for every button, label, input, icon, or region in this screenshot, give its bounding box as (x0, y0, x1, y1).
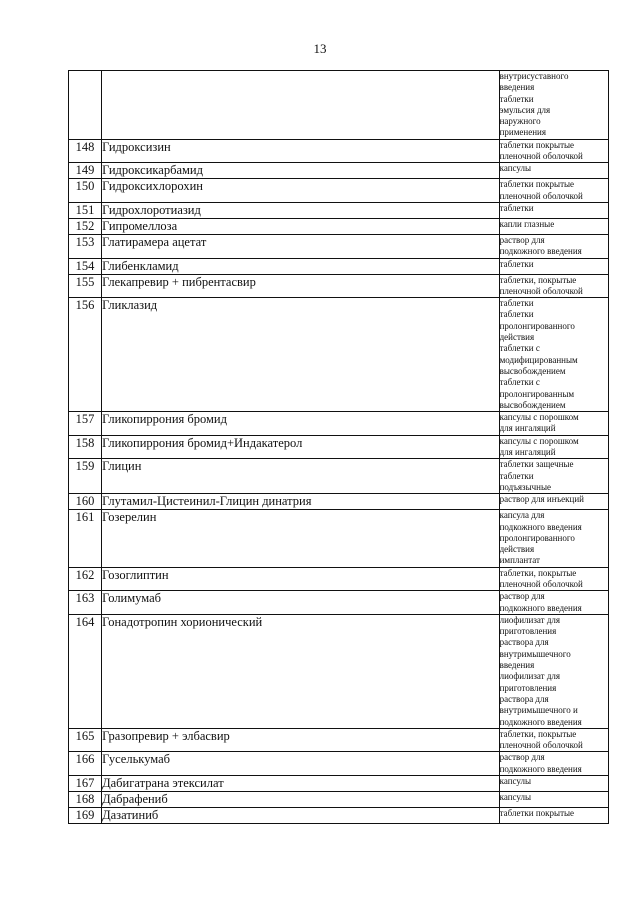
row-number: 168 (69, 792, 102, 808)
dosage-form-line: пленочной оболочкой (499, 151, 583, 162)
drug-name: Гликлазид (102, 298, 499, 412)
row-number (69, 71, 102, 140)
dosage-form-line: введения (499, 660, 535, 671)
dosage-form-line: пленочной оболочкой (499, 285, 583, 296)
dosage-form-line: внутримышечного (499, 648, 571, 659)
row-number: 150 (69, 179, 102, 203)
dosage-form-line: пролонгированного (499, 320, 575, 331)
dosage-forms (499, 202, 608, 218)
dosage-form-line: подкожного введения (499, 602, 582, 613)
table-row (69, 591, 609, 615)
row-number: 162 (69, 567, 102, 591)
dosage-form-line: раствор для инъекций (499, 494, 585, 505)
drug-name: Гидроксихлорохин (102, 179, 499, 203)
dosage-form-line: подкожного введения (499, 521, 582, 532)
row-number: 152 (69, 218, 102, 234)
dosage-form-line: высвобождением (499, 365, 566, 376)
dosage-form-line: раствор для (499, 234, 545, 245)
table-row (69, 163, 609, 179)
dosage-form-line: подкожного введения (499, 763, 582, 774)
dosage-form-line: таблетки покрытые (499, 808, 575, 819)
drug-name: Гидрохлоротиазид (102, 202, 499, 218)
table-row (69, 435, 609, 459)
drug-name: Дабрафениб (102, 792, 499, 808)
table-row (69, 234, 609, 258)
dosage-form-line: внутрисуставного (499, 71, 569, 81)
dosage-forms (499, 139, 608, 163)
dosage-forms (499, 591, 608, 615)
table-row (69, 298, 609, 412)
dosage-form-line: раствор для (499, 591, 545, 602)
table-row (69, 274, 609, 298)
dosage-form-line: таблетки защечные (499, 459, 574, 470)
dosage-form-line: для ингаляций (499, 447, 556, 458)
drug-name: Гразопревир + элбасвир (102, 728, 499, 752)
drug-name: Дабигатрана этексилат (102, 776, 499, 792)
row-number: 149 (69, 163, 102, 179)
table-row (69, 179, 609, 203)
row-number: 153 (69, 234, 102, 258)
dosage-forms (499, 614, 608, 728)
dosage-form-line: раствора для (499, 637, 549, 648)
dosage-form-line: раствор для (499, 752, 545, 763)
drug-table (68, 70, 609, 824)
drug-name: Гипромеллоза (102, 218, 499, 234)
drug-name: Гликопиррония бромид (102, 412, 499, 436)
table-row (69, 510, 609, 567)
row-number: 161 (69, 510, 102, 567)
table-row (69, 776, 609, 792)
table-row (69, 494, 609, 510)
table-row (69, 218, 609, 234)
dosage-form-line: применения (499, 127, 546, 138)
dosage-forms (499, 494, 608, 510)
dosage-form-line: капсулы (499, 776, 532, 787)
drug-name: Гозоглиптин (102, 567, 499, 591)
row-number: 163 (69, 591, 102, 615)
row-number: 148 (69, 139, 102, 163)
dosage-form-line: таблетки с (499, 343, 540, 354)
drug-name: Гликопиррония бромид+Индакатерол (102, 435, 499, 459)
dosage-forms (499, 808, 608, 824)
dosage-form-line: пролонгированным (499, 388, 575, 399)
table-row (69, 792, 609, 808)
dosage-form-line: действия (499, 332, 535, 343)
dosage-form-line: таблетки, покрытые (499, 728, 577, 739)
dosage-forms (499, 459, 608, 494)
dosage-forms (499, 510, 608, 567)
dosage-form-line: для ингаляций (499, 423, 556, 434)
row-number: 154 (69, 258, 102, 274)
dosage-forms (499, 218, 608, 234)
dosage-form-line: таблетки (499, 298, 534, 309)
dosage-form-line: таблетки (499, 470, 534, 481)
dosage-form-line: таблетки (499, 202, 534, 213)
row-number: 156 (69, 298, 102, 412)
dosage-forms (499, 412, 608, 436)
dosage-form-line: лиофилизат для (499, 671, 561, 682)
dosage-form-line: раствора для (499, 693, 549, 704)
dosage-form-line: таблетки с (499, 377, 540, 388)
drug-name: Гуселькумаб (102, 752, 499, 776)
dosage-forms (499, 298, 608, 412)
drug-name: Гидроксикарбамид (102, 163, 499, 179)
row-number: 157 (69, 412, 102, 436)
dosage-form-line: внутримышечного и (499, 705, 578, 716)
dosage-forms (499, 776, 608, 792)
dosage-forms (499, 163, 608, 179)
dosage-forms (499, 274, 608, 298)
drug-name: Глибенкламид (102, 258, 499, 274)
dosage-form-line: капсула для (499, 510, 545, 521)
dosage-form-line: капсулы (499, 792, 532, 803)
row-number: 155 (69, 274, 102, 298)
dosage-forms (499, 792, 608, 808)
drug-name: Глицин (102, 459, 499, 494)
dosage-form-line: имплантат (499, 555, 540, 566)
dosage-form-line: капли глазные (499, 218, 555, 229)
drug-name (102, 71, 499, 140)
dosage-forms (499, 179, 608, 203)
dosage-form-line: таблетки (499, 258, 534, 269)
row-number: 160 (69, 494, 102, 510)
dosage-forms (499, 728, 608, 752)
dosage-form-line: приготовления (499, 682, 557, 693)
dosage-forms (499, 71, 608, 140)
table-row (69, 752, 609, 776)
row-number: 164 (69, 614, 102, 728)
drug-name: Гозерелин (102, 510, 499, 567)
drug-name: Глатирамера ацетат (102, 234, 499, 258)
table-row (69, 459, 609, 494)
dosage-form-line: таблетки, покрытые (499, 567, 577, 578)
drug-name: Голимумаб (102, 591, 499, 615)
table-row (69, 71, 609, 140)
table-row (69, 202, 609, 218)
row-number: 158 (69, 435, 102, 459)
dosage-form-line: подъязычные (499, 481, 551, 492)
drug-table-body (69, 71, 609, 824)
dosage-form-line: приготовления (499, 626, 557, 637)
row-number: 166 (69, 752, 102, 776)
table-row (69, 567, 609, 591)
table-row (69, 258, 609, 274)
dosage-form-line: введения (499, 82, 535, 93)
dosage-form-line: таблетки покрытые (499, 179, 575, 190)
dosage-form-line: капсулы с порошком (499, 435, 579, 446)
dosage-form-line: таблетки покрытые (499, 139, 575, 150)
table-row (69, 412, 609, 436)
dosage-form-line: таблетки (499, 309, 534, 320)
page-number: 13 (313, 41, 327, 56)
dosage-form-line: пролонгированного (499, 532, 575, 543)
dosage-form-line: пленочной оболочкой (499, 578, 583, 589)
drug-name: Дазатиниб (102, 808, 499, 824)
row-number: 159 (69, 459, 102, 494)
dosage-form-line: подкожного введения (499, 246, 582, 257)
dosage-form-line: наружного (499, 116, 541, 127)
row-number: 165 (69, 728, 102, 752)
dosage-form-line: эмульсия для (499, 104, 551, 115)
dosage-form-line: капсулы (499, 163, 532, 174)
table-row (69, 139, 609, 163)
drug-name: Глутамил-Цистеинил-Глицин динатрия (102, 494, 499, 510)
dosage-forms (499, 752, 608, 776)
dosage-form-line: таблетки (499, 93, 534, 104)
dosage-forms (499, 435, 608, 459)
dosage-form-line: пленочной оболочкой (499, 740, 583, 751)
row-number: 167 (69, 776, 102, 792)
dosage-form-line: подкожного введения (499, 716, 582, 727)
row-number: 169 (69, 808, 102, 824)
dosage-forms (499, 258, 608, 274)
table-row (69, 614, 609, 728)
dosage-form-line: высвобождением (499, 399, 566, 410)
dosage-form-line: пленочной оболочкой (499, 190, 583, 201)
dosage-form-line: лиофилизат для (499, 614, 561, 625)
dosage-form-line: модифицированным (499, 354, 578, 365)
table-row (69, 728, 609, 752)
dosage-form-line: капсулы с порошком (499, 412, 579, 423)
dosage-form-line: действия (499, 544, 535, 555)
dosage-form-line: таблетки, покрытые (499, 274, 577, 285)
table-row (69, 808, 609, 824)
drug-name: Гидроксизин (102, 139, 499, 163)
dosage-forms (499, 234, 608, 258)
row-number: 151 (69, 202, 102, 218)
drug-name: Глекапревир + пибрентасвир (102, 274, 499, 298)
drug-name: Гонадотропин хорионический (102, 614, 499, 728)
dosage-forms (499, 567, 608, 591)
